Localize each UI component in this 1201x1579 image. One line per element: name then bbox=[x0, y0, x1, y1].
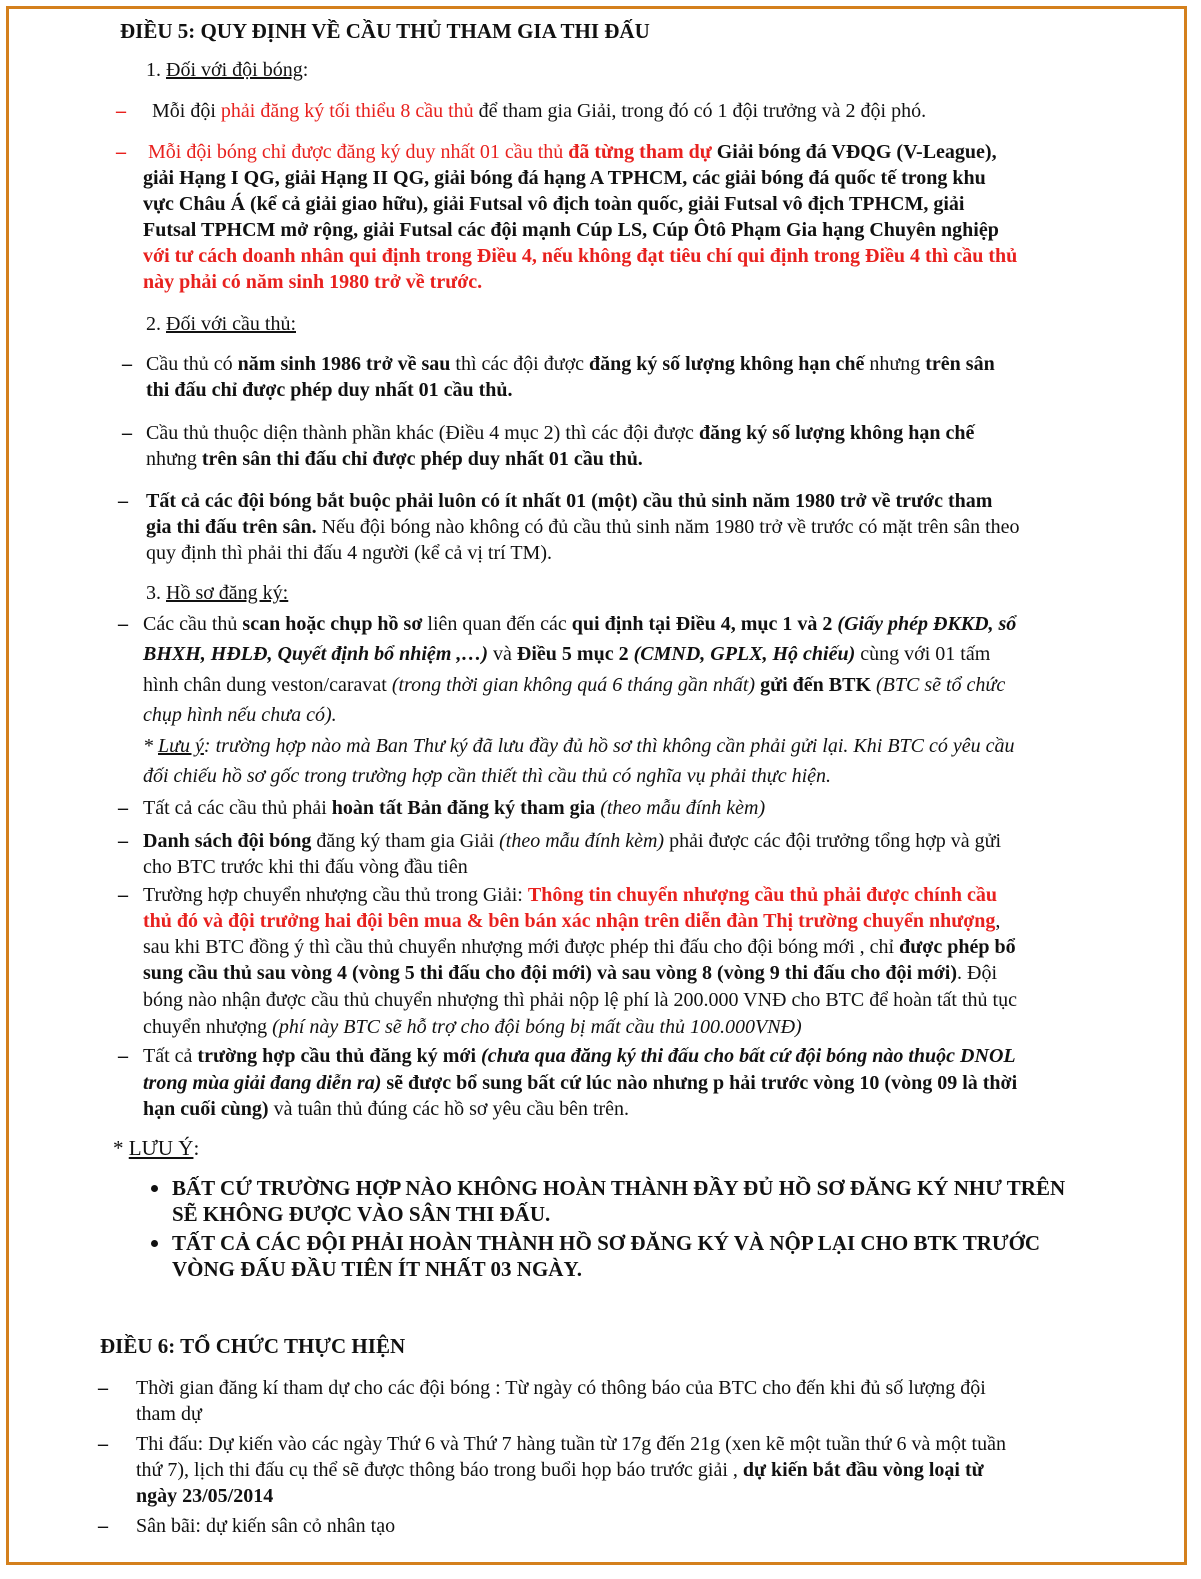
dash-marker: – bbox=[118, 613, 128, 635]
bullet-marker bbox=[151, 1185, 158, 1192]
paragraph-docs-line-4: chụp hình nếu chưa có). bbox=[143, 704, 337, 726]
paragraph-pro-player-line-5: với tư cách doanh nhân qui định trong Điều 4, nếu không đạt tiêu chí qui định trong Điều 4 thì cầu thủ bbox=[143, 245, 1018, 267]
paragraph-team-list-line-2: cho BTC trước khi thi đấu vòng đầu tiên bbox=[143, 856, 468, 878]
paragraph-min-players: Mỗi đội phải đăng ký tối thiểu 8 cầu thủ để tham gia Giải, trong đó có 1 đội trưởng và 2 đội phó. bbox=[152, 100, 927, 122]
paragraph-new-players-line-1: Tất cả trường hợp cầu thủ đăng ký mới (chưa qua đăng ký thi đấu cho bất cứ đội bóng nào thuộc DNOL bbox=[143, 1045, 1016, 1067]
match-schedule-line-1: Thi đấu: Dự kiến vào các ngày Thứ 6 và Thứ 7 hàng tuần từ 17g đến 21g (xen kẽ một tuần thứ 6 và một tuần bbox=[136, 1433, 1006, 1455]
match-schedule-line-3: ngày 23/05/2014 bbox=[136, 1485, 274, 1507]
registration-period-line-1: Thời gian đăng kí tham dự cho các đội bóng : Từ ngày có thông báo của BTC cho đến khi đủ số lượng đội bbox=[136, 1377, 986, 1399]
paragraph-pro-player-line-4: Futsal TPHCM mở rộng, giải Futsal các đội mạnh Cúp LS, Cúp Ôtô Phạm Gia hạng Chuyên nghiệp bbox=[143, 219, 999, 241]
venue-line: Sân bãi: dự kiến sân cỏ nhân tạo bbox=[136, 1515, 396, 1537]
note-line-2: đối chiếu hồ sơ gốc trong trường hợp cần thiết thì cầu thủ có nghĩa vụ phải thực hiện. bbox=[143, 765, 832, 787]
paragraph-new-players-line-3: hạn cuối cùng) và tuân thủ đúng các hồ sơ yêu cầu bên trên. bbox=[143, 1098, 630, 1120]
paragraph-transfer-line-6: chuyển nhượng (phí này BTC sẽ hỗ trợ cho đội bóng bị mất cầu thủ 100.000VNĐ) bbox=[143, 1016, 802, 1038]
section-2-heading: 2. Đối với cầu thủ: bbox=[146, 313, 296, 335]
paragraph-pro-player-line-3: vực Châu Á (kể cả giải giao hữu), giải Futsal vô địch toàn quốc, giải Futsal vô địch TPHCM, giải bbox=[143, 193, 965, 215]
dash-marker: – bbox=[118, 884, 128, 906]
warning-item-2-line-1: TẤT CẢ CÁC ĐỘI PHẢI HOÀN THÀNH HỒ SƠ ĐĂNG KÝ VÀ NỘP LẠI CHO BTK TRƯỚC bbox=[172, 1231, 1041, 1255]
paragraph-veteran-line-3: quy định thì phải thi đấu 4 người (kể cả vị trí TM). bbox=[146, 542, 552, 564]
registration-period-line-2: tham dự bbox=[136, 1403, 202, 1425]
paragraph-new-players-line-2: trong mùa giải đang diễn ra) sẽ được bổ sung bất cứ lúc nào nhưng p hải trước vòng 10 (vòng 09 là thời bbox=[143, 1072, 1018, 1094]
paragraph-transfer-line-5: bóng nào nhận được cầu thủ chuyển nhượng thì phải nộp lệ phí là 200.000 VNĐ cho BTC để hoàn tất thủ tục bbox=[143, 989, 1017, 1011]
dash-marker: – bbox=[122, 422, 132, 444]
paragraph-pro-player-line-2: giải Hạng I QG, giải Hạng II QG, giải bóng đá hạng A TPHCM, các giải bóng đá quốc tế trong khu bbox=[143, 167, 986, 189]
dash-marker: – bbox=[118, 830, 128, 852]
paragraph-young-players-line-1: Cầu thủ có năm sinh 1986 trở về sau thì các đội được đăng ký số lượng không hạn chế nhưng trên sân bbox=[146, 353, 995, 375]
paragraph-docs-line-2: BHXH, HĐLĐ, Quyết định bổ nhiệm ,…) và Điều 5 mục 2 (CMND, GPLX, Hộ chiếu) cùng với 01 tấm bbox=[143, 643, 991, 665]
paragraph-pro-player-line-6: này phải có năm sinh 1980 trở về trước. bbox=[143, 271, 483, 293]
article-5-title: ĐIỀU 5: QUY ĐỊNH VỀ CẦU THỦ THAM GIA THI ĐẤU bbox=[120, 19, 650, 43]
section-3-heading: 3. Hồ sơ đăng ký: bbox=[146, 582, 289, 604]
paragraph-other-players-line-1: Cầu thủ thuộc diện thành phần khác (Điều 4 mục 2) thì các đội được đăng ký số lượng không hạn chế bbox=[146, 422, 975, 444]
paragraph-young-players-line-2: thi đấu chỉ được phép duy nhất 01 cầu thủ. bbox=[146, 379, 513, 401]
article-6-title: ĐIỀU 6: TỔ CHỨC THỰC HIỆN bbox=[100, 1334, 406, 1358]
dash-marker: – bbox=[116, 141, 126, 163]
warning-item-2-line-2: VÒNG ĐẤU ĐẦU TIÊN ÍT NHẤT 03 NGÀY. bbox=[172, 1257, 582, 1281]
paragraph-transfer-line-4: sung cầu thủ sau vòng 4 (vòng 5 thi đấu cho đội mới) và sau vòng 8 (vòng 9 thi đấu cho đội mới). Đội bbox=[143, 962, 997, 984]
paragraph-transfer-line-3: sau khi BTC đồng ý thì cầu thủ chuyển nhượng mới được phép thi đấu cho đội bóng mới , chỉ được phép bổ bbox=[143, 936, 1016, 958]
note-line-1: * Lưu ý: trường hợp nào mà Ban Thư ký đã lưu đầy đủ hồ sơ thì không cần phải gửi lại. Khi BTC có yêu cầu bbox=[143, 735, 1015, 757]
dash-marker: – bbox=[98, 1433, 108, 1455]
paragraph-pro-player-line-1: Mỗi đội bóng chỉ được đăng ký duy nhất 01 cầu thủ đã từng tham dự Giải bóng đá VĐQG (V-League), bbox=[148, 141, 997, 163]
paragraph-transfer-line-1: Trường hợp chuyển nhượng cầu thủ trong Giải: Thông tin chuyển nhượng cầu thủ phải được chính cầu bbox=[143, 884, 997, 906]
dash-marker: – bbox=[116, 100, 126, 122]
paragraph-team-list-line-1: Danh sách đội bóng đăng ký tham gia Giải (theo mẫu đính kèm) phải được các đội trưởng tổng hợp và gửi bbox=[143, 830, 1002, 852]
warning-heading: * LƯU Ý: bbox=[113, 1136, 200, 1160]
dash-marker: – bbox=[122, 353, 132, 375]
paragraph-transfer-line-2: thủ đó và đội trưởng hai đội bên mua & bên bán xác nhận trên diễn đàn Thị trường chuyển nhượng, bbox=[143, 910, 1001, 932]
dash-marker: – bbox=[118, 797, 128, 819]
paragraph-docs-line-1: Các cầu thủ scan hoặc chụp hồ sơ liên quan đến các qui định tại Điều 4, mục 1 và 2 (Giấy phép ĐKKD, sổ bbox=[143, 613, 1017, 635]
paragraph-other-players-line-2: nhưng trên sân thi đấu chỉ được phép duy nhất 01 cầu thủ. bbox=[146, 448, 643, 470]
paragraph-veteran-line-1: Tất cả các đội bóng bắt buộc phải luôn có ít nhất 01 (một) cầu thủ sinh năm 1980 trở về trước tham bbox=[146, 490, 993, 512]
paragraph-registration-form: Tất cả các cầu thủ phải hoàn tất Bản đăng ký tham gia (theo mẫu đính kèm) bbox=[143, 797, 766, 819]
bullet-marker bbox=[151, 1240, 158, 1247]
dash-marker: – bbox=[118, 490, 128, 512]
dash-marker: – bbox=[118, 1045, 128, 1067]
match-schedule-line-2: thứ 7), lịch thi đấu cụ thể sẽ được thông báo trong buổi họp báo trước giải , dự kiến bắt đầu vòng loại từ bbox=[136, 1459, 984, 1481]
section-1-heading: 1. Đối với đội bóng: bbox=[146, 59, 309, 81]
paragraph-docs-line-3: hình chân dung veston/caravat (trong thời gian không quá 6 tháng gần nhất) gửi đến BTK (BTC sẽ tổ chức bbox=[143, 674, 1006, 696]
warning-item-1-line-1: BẤT CỨ TRƯỜNG HỢP NÀO KHÔNG HOÀN THÀNH ĐẦY ĐỦ HỒ SƠ ĐĂNG KÝ NHƯ TRÊN bbox=[172, 1176, 1066, 1200]
warning-item-1-line-2: SẼ KHÔNG ĐƯỢC VÀO SÂN THI ĐẤU. bbox=[172, 1202, 551, 1226]
dash-marker: – bbox=[98, 1515, 108, 1537]
dash-marker: – bbox=[98, 1377, 108, 1399]
paragraph-veteran-line-2: gia thi đấu trên sân. Nếu đội bóng nào không có đủ cầu thủ sinh năm 1980 trở về trước có mặt trên sân theo bbox=[146, 516, 1020, 538]
